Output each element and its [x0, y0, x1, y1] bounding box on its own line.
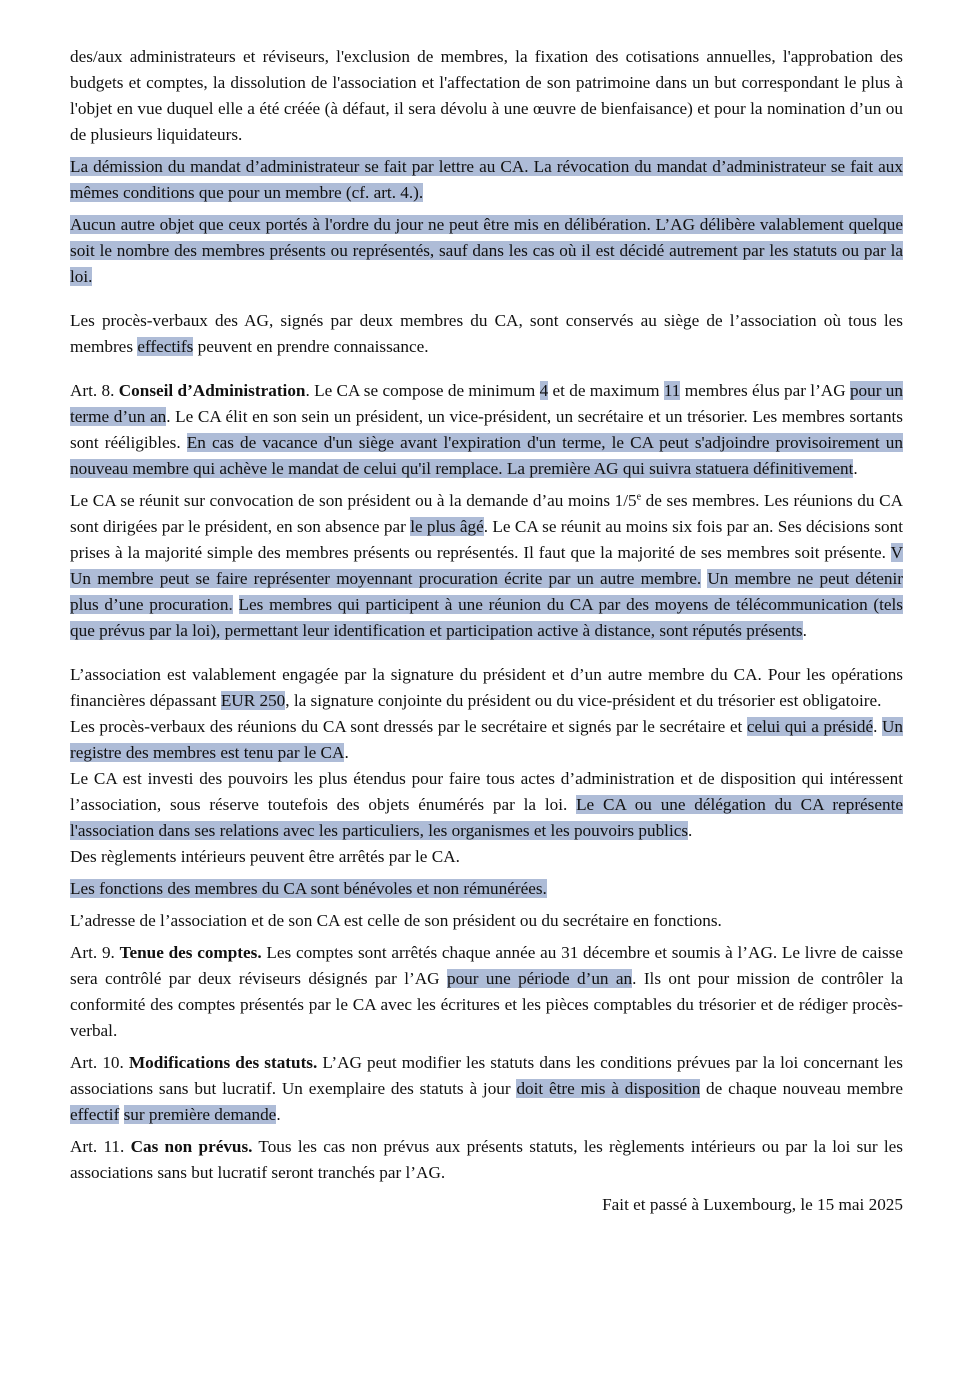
article-title: Modifications des statuts.: [128, 1053, 318, 1072]
highlight: doit être mis à disposition: [516, 1079, 701, 1098]
paragraph-ca-meetings: Le CA se réunit sur convocation de son président ou à la demande d’au moins 1/5e de ses membres. Les réunions du CA sont dirigées par le président, en son absence par le plus âgé. Le CA se réunit au moins six fois par an. Ses décisions sont prises à la majorité simple des membres présents ou représentés. Il faut que la majorité de ses membres soit présente. V Un membre peut se faire représenter moyennant procuration écrite par un autre membre. Un membre ne peut détenir plus d’une procuration. Les membres qui participent à une réunion du CA par des moyens de télécommunication (tels que prévus par la loi), permettant leur identification et participation active à distance, sont réputés présents.: [70, 491, 904, 640]
highlight: EUR 250: [220, 691, 286, 710]
paragraph-signatures: L’association est valablement engagée par la signature du président et d’un autre membre du CA. Pour les opérations financières dépassant EUR 250, la signature conjointe du président ou du vice-président et du trésorier est obligatoire.: [70, 665, 903, 710]
article-number: Art. 10.: [70, 1053, 129, 1072]
article-title: Conseil d’Administration: [118, 381, 306, 400]
highlight: le plus âgé: [410, 517, 484, 536]
highlight: pour un terme d’un an: [70, 381, 903, 426]
paragraph-ag-minutes: Les procès-verbaux des AG, signés par deux membres du CA, sont conservés au siège de l’association où tous les membres effectifs peuvent en prendre connaissance.: [70, 311, 903, 356]
highlight: pour une période d’un an: [446, 969, 633, 988]
highlight: sur première demande: [123, 1105, 277, 1124]
highlight: V Un membre peut se faire représenter moyennant procuration écrite par un autre membre.: [70, 543, 903, 588]
article-11: Art. 11. Cas non prévus. Tous les cas non prévus aux présents statuts, les règlements intérieurs ou par la loi sur les associations sans but lucratif seront tranchés par l’AG.: [70, 1137, 903, 1182]
paragraph-ag-powers: des/aux administrateurs et réviseurs, l'exclusion de membres, la fixation des cotisations annuelles, l'approbation des budgets et comptes, la dissolution de l'association et l'affectation de son patrimoine dans un but correspondant le plus à l'objet en vue duquel elle a été créée (à défaut, il sera dévolu à une œuvre de bienfaisance) et pour la nomination d’un ou de plusieurs liquidateurs.: [70, 47, 903, 144]
paragraph-voluntary: [70, 876, 903, 902]
article-title: Cas non prévus.: [130, 1137, 253, 1156]
highlight: Les fonctions des membres du CA sont bénévoles et non rémunérées.: [70, 879, 547, 898]
highlight: effectif: [70, 1105, 120, 1124]
article-title: Tenue des comptes.: [119, 943, 262, 962]
article-8: Art. 8. Conseil d’Administration. Le CA se compose de minimum 4 et de maximum 11 membres élus par l’AG pour un terme d’un an. Le CA élit en son sein un président, un vice-président, un secrétaire et un trésorier. Les membres sortants sont rééligibles. En cas de vacance d'un siège avant l'expiration d'un terme, le CA peut s'adjoindre provisoirement un nouveau membre qui achève le mandat de celui qu'il remplace. La première AG qui suivra statuera définitivement.: [70, 381, 903, 478]
highlight: 4: [539, 381, 549, 400]
paragraph-address: L’adresse de l’association et de son CA est celle de son président ou du secrétaire en fonctions.: [70, 911, 722, 930]
highlight: Le CA ou une délégation du CA représente l'association dans ses relations avec les particuliers, les organismes et les pouvoirs publics: [70, 795, 904, 840]
highlight: celui qui a présidé: [746, 717, 874, 736]
article-10: Art. 10. Modifications des statuts. L’AG peut modifier les statuts dans les conditions prévues par la loi concernant les associations sans but lucratif. Un exemplaire des statuts à jour doit être mis à disposition de chaque nouveau membre effectif sur première demande.: [70, 1053, 904, 1124]
paragraph-internal-rules: Des règlements intérieurs peuvent être arrêtés par le CA.: [70, 847, 460, 866]
signature-line: Fait et passé à Luxembourg, le 15 mai 2025: [602, 1195, 903, 1214]
paragraph-ca-powers: Le CA est investi des pouvoirs les plus étendus pour faire tous actes d’administration et de disposition qui intéressent l’association, sous réserve toutefois des objets énumérés par la loi. Le CA ou une délégation du CA représente l'association dans ses relations avec les particuliers, les organismes et les pouvoirs publics.: [70, 769, 904, 840]
article-number: Art. 11.: [70, 1137, 131, 1156]
highlight: En cas de vacance d'un siège avant l'expiration d'un terme, le CA peut s'adjoindre provisoirement un nouveau membre qui achève le mandat de celui qu'il remplace. La première AG qui suivra statuera définitivement: [70, 433, 903, 478]
highlight: Aucun autre objet que ceux portés à l'ordre du jour ne peut être mis en délibération. L’AG délibère valablement quelque soit le nombre des membres présents ou représentés, sauf dans les cas où il est décidé autrement par les statuts ou par la loi.: [70, 215, 903, 286]
paragraph-ca-minutes: Les procès-verbaux des réunions du CA sont dressés par le secrétaire et signés par le secrétaire et celui qui a présidé. Un registre des membres est tenu par le CA.: [70, 717, 903, 762]
highlight: Un membre ne peut détenir plus d’une procuration.: [70, 569, 904, 614]
article-number: Art. 9.: [70, 943, 120, 962]
highlight: 11: [663, 381, 681, 400]
article-9: Art. 9. Tenue des comptes. Les comptes sont arrêtés chaque année au 31 décembre et soumis à l’AG. Le livre de caisse sera contrôlé par deux réviseurs désignés par l’AG pour une période d’un an. Ils ont pour mission de contrôler la conformité des comptes présentés par le CA avec les écritures et les pièces comptables du trésorier et de rédiger procès-verbal.: [70, 943, 904, 1040]
highlight: Un registre des membres est tenu par le CA: [70, 717, 903, 762]
highlight: La démission du mandat d’administrateur se fait par lettre au CA. La révocation du mandat d’administrateur se fait aux mêmes conditions que pour un membre (cf. art. 4.).: [70, 157, 903, 202]
document-body: [70, 44, 903, 1218]
paragraph-resignation: [70, 154, 903, 206]
paragraph-agenda: [70, 212, 903, 290]
highlight: Les membres qui participent à une réunion du CA par des moyens de télécommunication (tels que prévus par la loi), permettant leur identification et participation active à distance, sont réputés présents: [70, 595, 903, 640]
highlight: effectifs: [137, 337, 194, 356]
article-number: Art. 8.: [70, 381, 119, 400]
